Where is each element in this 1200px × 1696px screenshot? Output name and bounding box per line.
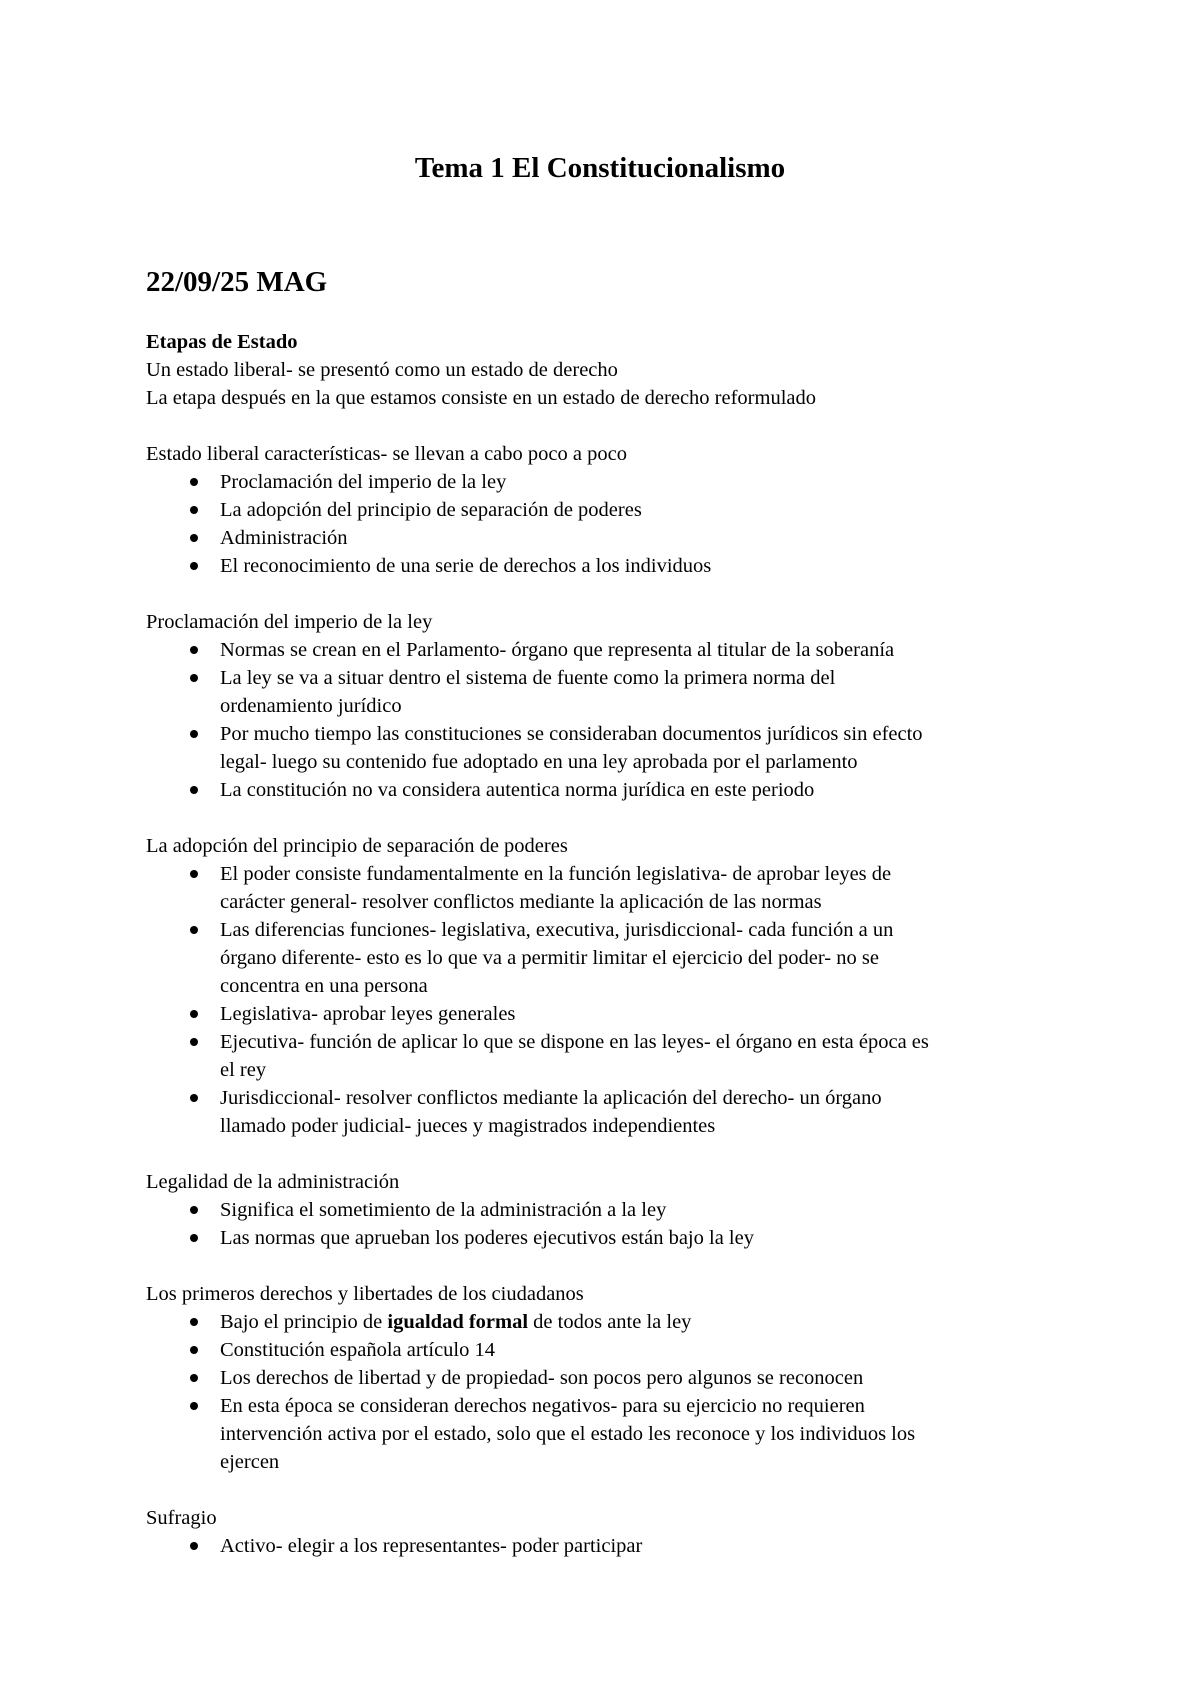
list-item-line: Por mucho tiempo las constituciones se consideraban documentos jurídicos sin efecto (220, 723, 923, 745)
list-item (146, 468, 1086, 496)
bullet-icon (190, 562, 198, 570)
list-item-line: La adopción del principio de separación de poderes (220, 499, 642, 521)
list-item-line: Ejecutiva- función de aplicar lo que se dispone en las leyes- el órgano en esta época es (220, 1031, 929, 1053)
bullet-list (146, 1532, 1086, 1560)
list-item (146, 1028, 1086, 1084)
list-item (146, 1336, 1086, 1364)
list-item-line: Administración (220, 527, 348, 549)
list-item (146, 720, 1086, 776)
list-item-line: Activo- elegir a los representantes- poder participar (220, 1535, 643, 1557)
paragraph-line: Un estado liberal- se presentó como un estado de derecho (146, 359, 618, 381)
bullet-icon (190, 730, 198, 738)
spacer (146, 804, 1086, 832)
spacer (146, 1252, 1086, 1280)
bullet-icon (190, 1346, 198, 1354)
list-item-line: legal- luego su contenido fue adoptado en una ley aprobada por el parlamento (220, 751, 858, 773)
list-item-line: ejercen (220, 1451, 280, 1473)
bullet-list (146, 636, 1086, 804)
list-item-line: Las diferencias funciones- legislativa, executiva, jurisdiccional- cada función a un (220, 919, 894, 941)
text-run: de todos ante la ley (528, 1311, 692, 1333)
list-item-line: En esta época se consideran derechos negativos- para su ejercicio no requieren (220, 1395, 865, 1417)
section-intro: Los primeros derechos y libertades de los ciudadanos (146, 1283, 584, 1305)
list-item-line: ordenamiento jurídico (220, 695, 402, 717)
spacer (146, 1476, 1086, 1504)
list-item (146, 860, 1086, 916)
bullet-icon (190, 506, 198, 514)
paragraph-line: La etapa después en la que estamos consiste en un estado de derecho reformulado (146, 387, 816, 409)
list-item (146, 1392, 1086, 1476)
bullet-icon (190, 870, 198, 878)
list-item (146, 636, 1086, 664)
list-item-line: Legislativa- aprobar leyes generales (220, 1003, 516, 1025)
list-item (146, 1084, 1086, 1140)
list-item-line: Significa el sometimiento de la administración a la ley (220, 1199, 667, 1221)
list-item-line (220, 1308, 1086, 1336)
bullet-icon (190, 646, 198, 654)
bullet-list (146, 1308, 1086, 1476)
bullet-icon (190, 1374, 198, 1382)
list-item (146, 524, 1086, 552)
list-item-line: órgano diferente- esto es lo que va a permitir limitar el ejercicio del poder- no se (220, 947, 879, 969)
section-intro: Sufragio (146, 1507, 217, 1529)
bullet-icon (190, 674, 198, 682)
bullet-icon (190, 786, 198, 794)
section-intro: Proclamación del imperio de la ley (146, 611, 433, 633)
bullet-list (146, 468, 1086, 580)
text-run: Bajo el principio de (220, 1311, 388, 1333)
list-item (146, 1196, 1086, 1224)
list-item-line: Los derechos de libertad y de propiedad- son pocos pero algunos se reconocen (220, 1367, 864, 1389)
list-item (146, 776, 1086, 804)
list-item (146, 552, 1086, 580)
bullet-icon (190, 1234, 198, 1242)
bullet-icon (190, 1010, 198, 1018)
bullet-icon (190, 926, 198, 934)
list-item (146, 1532, 1086, 1560)
list-item-line: La ley se va a situar dentro el sistema de fuente como la primera norma del (220, 667, 836, 689)
bullet-icon (190, 534, 198, 542)
list-item-line: Proclamación del imperio de la ley (220, 471, 507, 493)
list-item (146, 496, 1086, 524)
list-item-line: el rey (220, 1059, 267, 1081)
list-item (146, 916, 1086, 1000)
list-item-line: Constitución española artículo 14 (220, 1339, 495, 1361)
list-item-line: carácter general- resolver conflictos mediante la aplicación de las normas (220, 891, 822, 913)
emphasis-text: igualdad formal (387, 1311, 529, 1333)
list-item-line: El reconocimiento de una serie de derechos a los individuos (220, 555, 712, 577)
date-heading: 22/09/25 MAG (146, 266, 328, 298)
list-item-line: Jurisdiccional- resolver conflictos mediante la aplicación del derecho- un órgano (220, 1087, 882, 1109)
document-body (146, 328, 1086, 1560)
list-item (146, 1000, 1086, 1028)
list-item-line: La constitución no va considera autentica norma jurídica en este periodo (220, 779, 815, 801)
spacer (146, 580, 1086, 608)
section-intro: Legalidad de la administración (146, 1171, 400, 1193)
spacer (146, 1140, 1086, 1168)
list-item (146, 664, 1086, 720)
spacer (146, 412, 1086, 440)
section-intro: Estado liberal características- se llevan a cabo poco a poco (146, 443, 627, 465)
list-item-line: Normas se crean en el Parlamento- órgano que representa al titular de la soberanía (220, 639, 895, 661)
bullet-icon (190, 1206, 198, 1214)
list-item-line: intervención activa por el estado, solo que el estado les reconoce y los individuos los (220, 1423, 916, 1445)
bullet-icon (190, 1318, 198, 1326)
bullet-icon (190, 1038, 198, 1046)
list-item (146, 1224, 1086, 1252)
list-item (146, 1364, 1086, 1392)
bullet-list (146, 860, 1086, 1140)
document-title: Tema 1 El Constitucionalismo (414, 152, 786, 184)
bullet-icon (190, 1402, 198, 1410)
bullet-icon (190, 1542, 198, 1550)
bullet-icon (190, 1094, 198, 1102)
list-item-line: El poder consiste fundamentalmente en la función legislativa- de aprobar leyes de (220, 863, 892, 885)
list-item-line: llamado poder judicial- jueces y magistrados independientes (220, 1115, 716, 1137)
list-item-line: concentra en una persona (220, 975, 428, 997)
section-heading-etapas: Etapas de Estado (146, 331, 298, 353)
section-intro: La adopción del principio de separación de poderes (146, 835, 568, 857)
bullet-list (146, 1196, 1086, 1252)
bullet-icon (190, 478, 198, 486)
list-item-line: Las normas que aprueban los poderes ejecutivos están bajo la ley (220, 1227, 754, 1249)
list-item (146, 1308, 1086, 1336)
